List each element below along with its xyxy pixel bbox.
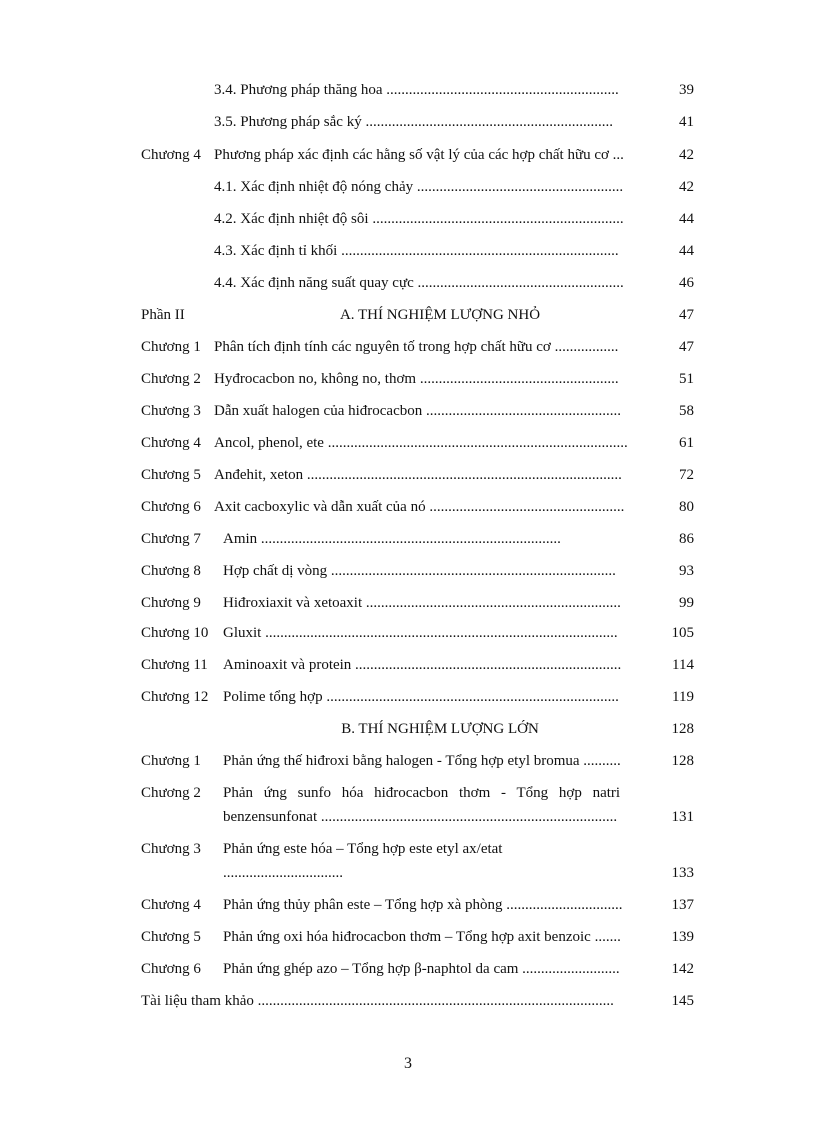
toc-entry-label: Chương 12 <box>141 689 209 705</box>
toc-entry-text: Hiđroxiaxit và xetoaxit .................................................................... <box>223 595 621 611</box>
toc-entry-text: Hyđrocacbon no, không no, thơm ..................................................... <box>214 371 619 387</box>
toc-entry-page: 42 <box>679 147 694 163</box>
toc-entry-label: Chương 4 <box>141 435 201 451</box>
toc-entry-page: 139 <box>671 929 694 945</box>
toc-entry-page: 137 <box>671 897 694 913</box>
toc-entry-label: Chương 4 <box>141 897 201 913</box>
toc-entry-text: Gluxit .............................................................................................. <box>223 625 618 641</box>
toc-entry-text: 3.5. Phương pháp sắc ký .................................................................. <box>214 114 613 130</box>
toc-entry-label: Chương 11 <box>141 657 208 673</box>
toc-entry-page: 51 <box>679 371 694 387</box>
toc-entry-text: Aminoaxit và protein ....................................................................... <box>223 657 622 673</box>
toc-entry-text: 4.3. Xác định tỉ khối .......................................................................... <box>214 243 619 259</box>
toc-entry-text: Ancol, phenol, ete ................................................................................ <box>214 435 628 451</box>
toc-entry-text: Tài liệu tham khảo ............................................................................................... <box>141 993 614 1009</box>
toc-entry-text: Axit cacboxylic và dẫn xuất của nó .................................................... <box>214 499 625 515</box>
toc-entry-page: 58 <box>679 403 694 419</box>
toc-entry-text: Phản ứng thế hiđroxi bằng halogen - Tổng hợp etyl bromua .......... <box>223 753 621 769</box>
toc-entry-text: Amin ................................................................................ <box>223 531 561 547</box>
toc-entry-page: 93 <box>679 563 694 579</box>
toc-entry-page: 46 <box>679 275 694 291</box>
toc-section-heading: B. THÍ NGHIỆM LƯỢNG LỚN <box>341 721 539 737</box>
toc-entry-page: 105 <box>671 625 694 641</box>
toc-entry-page: 72 <box>679 467 694 483</box>
toc-entry-page: 80 <box>679 499 694 515</box>
toc-entry-text-continued: benzensunfonat ............................................................................... <box>223 809 618 825</box>
toc-entry-text: Phân tích định tính các nguyên tố trong hợp chất hữu cơ ................. <box>214 339 619 355</box>
toc-entry-text: Phản ứng oxi hóa hiđrocacbon thơm – Tổng hợp axit benzoic ....... <box>223 929 621 945</box>
toc-entry-label: Chương 7 <box>141 531 201 547</box>
toc-entry-label: Chương 3 <box>141 403 201 419</box>
toc-entry-text-continued: ................................ <box>223 865 343 881</box>
toc-entry-page: 128 <box>671 753 694 769</box>
toc-entry-label: Chương 10 <box>141 625 209 641</box>
toc-entry-text: Phản ứng este hóa – Tổng hợp este etyl ax/etat <box>223 841 503 857</box>
toc-entry-page: 86 <box>679 531 694 547</box>
toc-entry-text: 4.4. Xác định năng suất quay cực ....................................................... <box>214 275 624 291</box>
toc-entry-text: 4.1. Xác định nhiệt độ nóng chảy ....................................................... <box>214 179 624 195</box>
toc-entry-label: Chương 8 <box>141 563 201 579</box>
toc-entry-page: 42 <box>679 179 694 195</box>
toc-entry-page: 47 <box>679 307 694 323</box>
toc-entry-text: Phản ứng ghép azo – Tổng hợp β-naphtol da cam .......................... <box>223 961 620 977</box>
toc-entry-label: Chương 4 <box>141 147 201 163</box>
toc-entry-text: Dẫn xuất halogen của hiđrocacbon .................................................... <box>214 403 621 419</box>
toc-entry-page: 131 <box>671 809 694 825</box>
toc-entry-page: 133 <box>671 865 694 881</box>
toc-entry-text: Phản ứng thủy phân este – Tổng hợp xà phòng ............................... <box>223 897 623 913</box>
toc-entry-page: 99 <box>679 595 694 611</box>
toc-entry-label: Chương 1 <box>141 339 201 355</box>
toc-entry-text: 4.2. Xác định nhiệt độ sôi ................................................................... <box>214 211 624 227</box>
toc-entry-text: Phương pháp xác định các hằng số vật lý của các hợp chất hữu cơ ... <box>214 147 624 163</box>
toc-entry-label: Chương 6 <box>141 961 201 977</box>
toc-entry-page: 114 <box>672 657 694 673</box>
page-number: 3 <box>404 1055 412 1072</box>
toc-entry-page: 44 <box>679 243 694 259</box>
toc-entry-page: 39 <box>679 82 694 98</box>
toc-entry-text: 3.4. Phương pháp thăng hoa .............................................................. <box>214 82 619 98</box>
toc-entry-label: Chương 2 <box>141 785 201 801</box>
toc-entry-page: 142 <box>671 961 694 977</box>
toc-entry-page: 47 <box>679 339 694 355</box>
toc-entry-label: Chương 5 <box>141 929 201 945</box>
toc-entry-text: Phản ứng sunfo hóa hiđrocacbon thơm - Tổng hợp natri <box>223 785 621 801</box>
toc-entry-page: 119 <box>672 689 694 705</box>
toc-entry-label: Chương 9 <box>141 595 201 611</box>
toc-part-label: Phần II <box>141 307 185 323</box>
toc-entry-text: Hợp chất dị vòng ............................................................................ <box>223 563 616 579</box>
toc-entry-page: 145 <box>671 993 694 1009</box>
toc-entry-label: Chương 3 <box>141 841 201 857</box>
toc-entry-page: 128 <box>671 721 694 737</box>
toc-entry-label: Chương 6 <box>141 499 201 515</box>
toc-entry-page: 61 <box>679 435 694 451</box>
toc-entry-label: Chương 1 <box>141 753 201 769</box>
toc-part-heading: A. THÍ NGHIỆM LƯỢNG NHỎ <box>339 307 541 323</box>
toc-entry-text: Anđehit, xeton .................................................................................... <box>214 467 622 483</box>
toc-entry-label: Chương 2 <box>141 371 201 387</box>
toc-entry-label: Chương 5 <box>141 467 201 483</box>
toc-entry-page: 41 <box>679 114 694 130</box>
toc-entry-page: 44 <box>679 211 694 227</box>
toc-entry-text: Polime tổng hợp .............................................................................. <box>223 689 619 705</box>
